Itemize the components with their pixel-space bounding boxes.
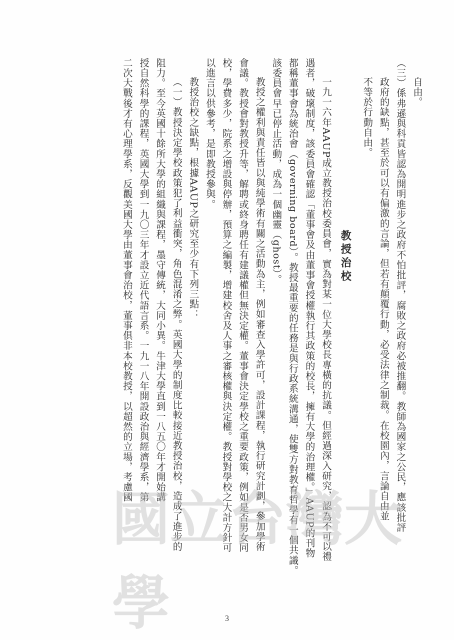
section-heading: 教授治校	[339, 230, 352, 284]
watermark-text: 國立台灣大學	[112, 485, 403, 637]
paragraph-line: 校，學費多少，院系之增設與停辦，預算之編製，增建校舍及人事之審核權與決定權。教授對學校之大計方針可	[220, 58, 232, 553]
paragraph-line: 授自然科學的課程，英國大學到一九〇三年才設立近代語言系。一九一八年開設政治與經濟學系，第	[137, 58, 149, 503]
paragraph-line: 不等於行動自由。	[361, 77, 373, 158]
paragraph-line: 政府的缺點，甚至於可以有偏激的言論，但若有顛覆行動，必受法律之制裁。在校園內，言論自由並	[377, 77, 389, 522]
paragraph-line: 自由。	[411, 77, 422, 108]
paragraph-line: （一）教授決定學校政策犯了利益衝突，角色混淆之弊。英國大學的制度比較接近教授治校，造成了進步的	[170, 77, 182, 552]
paragraph-line: 該委員會早已停止活動，成為一個幽靈（ghost）。	[270, 58, 282, 285]
paragraph-line: 教授之權利與責任皆以與純學術有關之活動為主，例如審查入學許可，設計課程，執行研究計劃，參加學術	[253, 77, 265, 552]
paragraph-line: 一九一六年AAUP成立教授治校委員會，實為對某一位大學校長專橫的抗議。但經過深入研究，認為不可以禮	[320, 77, 332, 562]
vertical-text-body	[28, 58, 424, 598]
paragraph-line: （三）係弗遜與科貢皆認為開明進步之政府不怕批評，腐敗之政府必被推翻。教師為國家之公民，應該批評	[394, 58, 406, 533]
paragraph-line: 教授治校之缺點，根據AAUP之研究至少有下列三點：	[187, 77, 199, 320]
paragraph-line: 二次大戰後才有心理學系，反觀美國大學由董事會治校，董事俱非本校教授，以超然的立場，考慮國	[120, 58, 132, 503]
page-number: 3	[225, 614, 229, 623]
paragraph-line: 以進言以供參考，是即教授參與。	[203, 58, 215, 210]
paragraph-line: 都稱董事會為統治會（governing board）。教授最重要的任務是與行政系統溝通，使雙方對教育哲學有一個共識。	[286, 58, 298, 576]
paragraph-line: 會議。教授會對教授升等，解聘或終身聘任有建議權但無決定權。董事會決定學校之重要政策，例如是否男女同	[237, 58, 249, 553]
paragraph-line: 阻力。至今英國十餘所大學的組織與課程，墨守傳統，大同小異。牛津大學直到一八五〇年才開始講	[154, 58, 166, 503]
paragraph-line: 遇者，破壞制度，該委員會確認「董事會及由董事會授權執行其政策的校長，擁有大學的治理權。」AAUP的刊物	[303, 58, 315, 559]
